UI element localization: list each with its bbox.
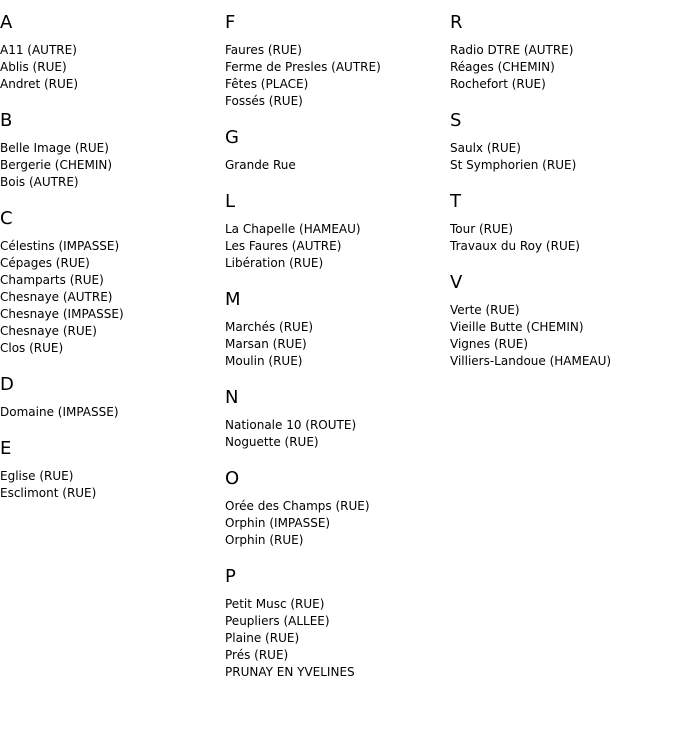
street-index-column-2 bbox=[225, 12, 445, 698]
letter-group bbox=[0, 374, 220, 421]
street-list bbox=[0, 140, 220, 191]
street-link[interactable]: Noguette (RUE) bbox=[225, 435, 319, 449]
letter-group bbox=[0, 110, 220, 191]
letter-heading: N bbox=[225, 387, 239, 408]
letter-group bbox=[225, 566, 445, 681]
letter-heading: V bbox=[450, 272, 463, 293]
street-list bbox=[450, 221, 670, 255]
street-list bbox=[450, 140, 670, 174]
letter-group bbox=[450, 110, 670, 174]
letter-heading: S bbox=[450, 110, 462, 131]
street-link[interactable]: Fossés (RUE) bbox=[225, 94, 303, 108]
street-link[interactable]: Eglise (RUE) bbox=[0, 469, 74, 483]
letter-group bbox=[225, 127, 445, 174]
street-link[interactable]: Bois (AUTRE) bbox=[0, 175, 79, 189]
street-link[interactable]: Célestins (IMPASSE) bbox=[0, 239, 120, 253]
street-link[interactable]: Peupliers (ALLEE) bbox=[225, 614, 330, 628]
street-link[interactable]: Bergerie (CHEMIN) bbox=[0, 158, 113, 172]
street-list bbox=[225, 417, 445, 451]
street-link[interactable]: Marsan (RUE) bbox=[225, 337, 307, 351]
street-link[interactable]: Rochefort (RUE) bbox=[450, 77, 546, 91]
street-index-column-1 bbox=[0, 12, 220, 519]
street-link[interactable]: Libération (RUE) bbox=[225, 256, 324, 270]
letter-heading: R bbox=[450, 12, 463, 33]
street-link[interactable]: Ablis (RUE) bbox=[0, 60, 67, 74]
street-link[interactable]: Les Faures (AUTRE) bbox=[225, 239, 342, 253]
street-link[interactable]: Orée des Champs (RUE) bbox=[225, 499, 370, 513]
street-link[interactable]: Réages (CHEMIN) bbox=[450, 60, 555, 74]
street-list bbox=[0, 468, 220, 502]
street-link[interactable]: Prés (RUE) bbox=[225, 648, 289, 662]
letter-heading: A bbox=[0, 12, 13, 33]
street-list bbox=[0, 238, 220, 357]
letter-group bbox=[225, 289, 445, 370]
street-list bbox=[225, 221, 445, 272]
street-link[interactable]: A11 (AUTRE) bbox=[0, 43, 77, 57]
street-link[interactable]: Plaine (RUE) bbox=[225, 631, 300, 645]
street-link[interactable]: Vignes (RUE) bbox=[450, 337, 529, 351]
letter-group bbox=[0, 12, 220, 93]
letter-group bbox=[0, 438, 220, 502]
street-link[interactable]: Faures (RUE) bbox=[225, 43, 302, 57]
letter-group bbox=[225, 12, 445, 110]
street-list bbox=[450, 42, 670, 93]
letter-group bbox=[450, 12, 670, 93]
letter-heading: L bbox=[225, 191, 236, 212]
street-link[interactable]: Grande Rue bbox=[225, 158, 296, 172]
street-link[interactable]: Travaux du Roy (RUE) bbox=[450, 239, 580, 253]
letter-heading: T bbox=[450, 191, 461, 212]
letter-group bbox=[225, 387, 445, 451]
street-list bbox=[225, 157, 445, 174]
street-link[interactable]: Domaine (IMPASSE) bbox=[0, 405, 119, 419]
street-list bbox=[450, 302, 670, 370]
street-list bbox=[225, 596, 445, 681]
street-link[interactable]: Petit Musc (RUE) bbox=[225, 597, 325, 611]
street-link[interactable]: Nationale 10 (ROUTE) bbox=[225, 418, 357, 432]
letter-heading: G bbox=[225, 127, 239, 148]
street-link[interactable]: Orphin (RUE) bbox=[225, 533, 304, 547]
street-list bbox=[225, 42, 445, 110]
street-link[interactable]: St Symphorien (RUE) bbox=[450, 158, 577, 172]
street-index-column-3 bbox=[450, 12, 670, 387]
street-link[interactable]: Chesnaye (IMPASSE) bbox=[0, 307, 124, 321]
street-link[interactable]: PRUNAY EN YVELINES bbox=[225, 665, 355, 679]
letter-group bbox=[225, 191, 445, 272]
letter-heading: O bbox=[225, 468, 240, 489]
street-link[interactable]: Champarts (RUE) bbox=[0, 273, 104, 287]
street-list bbox=[0, 404, 220, 421]
street-link[interactable]: Belle Image (RUE) bbox=[0, 141, 109, 155]
street-link[interactable]: Andret (RUE) bbox=[0, 77, 79, 91]
letter-heading: P bbox=[225, 566, 236, 587]
street-link[interactable]: Radio DTRE (AUTRE) bbox=[450, 43, 574, 57]
street-link[interactable]: Cépages (RUE) bbox=[0, 256, 90, 270]
letter-group bbox=[225, 468, 445, 549]
letter-heading: E bbox=[0, 438, 12, 459]
street-link[interactable]: La Chapelle (HAMEAU) bbox=[225, 222, 361, 236]
street-link[interactable]: Saulx (RUE) bbox=[450, 141, 521, 155]
street-link[interactable]: Fêtes (PLACE) bbox=[225, 77, 309, 91]
street-link[interactable]: Ferme de Presles (AUTRE) bbox=[225, 60, 381, 74]
street-link[interactable]: Tour (RUE) bbox=[450, 222, 514, 236]
letter-heading: M bbox=[225, 289, 241, 310]
street-list bbox=[225, 498, 445, 549]
street-link[interactable]: Vieille Butte (CHEMIN) bbox=[450, 320, 584, 334]
street-link[interactable]: Orphin (IMPASSE) bbox=[225, 516, 331, 530]
street-list bbox=[0, 42, 220, 93]
letter-group bbox=[450, 191, 670, 255]
letter-group bbox=[0, 208, 220, 357]
street-link[interactable]: Moulin (RUE) bbox=[225, 354, 303, 368]
letter-heading: C bbox=[0, 208, 13, 229]
street-link[interactable]: Clos (RUE) bbox=[0, 341, 64, 355]
letter-heading: F bbox=[225, 12, 236, 33]
letter-group bbox=[450, 272, 670, 370]
street-list bbox=[225, 319, 445, 370]
street-link[interactable]: Chesnaye (RUE) bbox=[0, 324, 97, 338]
letter-heading: B bbox=[0, 110, 13, 131]
street-link[interactable]: Esclimont (RUE) bbox=[0, 486, 97, 500]
street-link[interactable]: Chesnaye (AUTRE) bbox=[0, 290, 113, 304]
letter-heading: D bbox=[0, 374, 14, 395]
street-link[interactable]: Verte (RUE) bbox=[450, 303, 520, 317]
street-link[interactable]: Villiers-Landoue (HAMEAU) bbox=[450, 354, 612, 368]
street-link[interactable]: Marchés (RUE) bbox=[225, 320, 314, 334]
